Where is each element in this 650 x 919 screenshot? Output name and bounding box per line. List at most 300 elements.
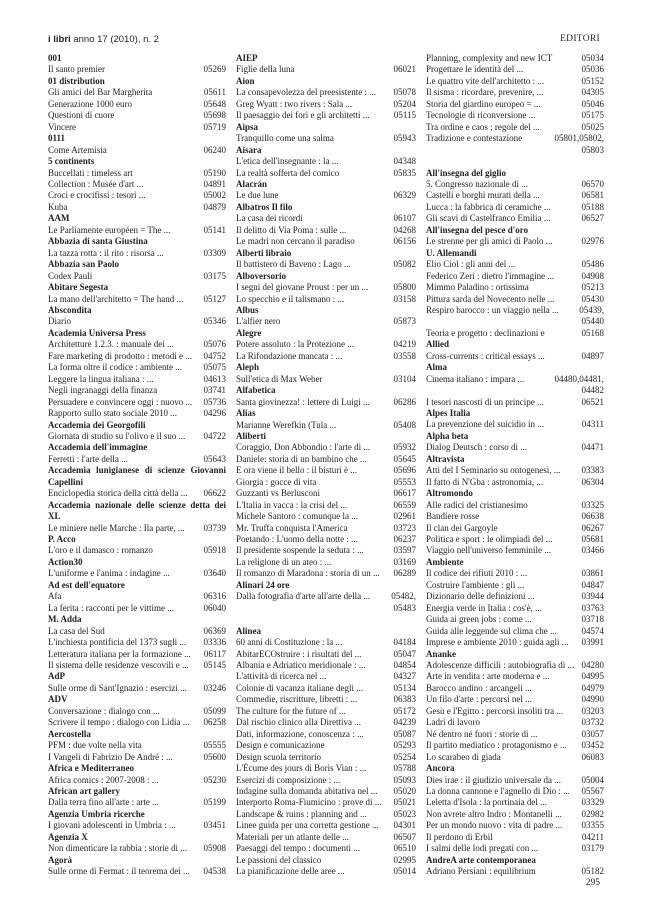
entry-number: 04311 [581, 419, 604, 430]
entry-title: Il clan dei Gargoyle [426, 522, 498, 533]
entry-number: 05020 [393, 785, 416, 796]
publisher-heading: Accademia nazionale delle scienze detta dei XL [48, 499, 226, 522]
entry-number: 03741 [203, 385, 226, 396]
index-entry [48, 820, 226, 831]
entry-title: Sulle orme di Sant'Ignazio : esercizi ... [48, 682, 187, 693]
entry-number-continued: 05440 [581, 316, 604, 327]
publisher-heading: Ancora [426, 763, 455, 774]
entry-number: 05788 [393, 763, 416, 774]
entry-number: 06083 [581, 751, 604, 762]
index-entry [426, 694, 604, 705]
index-entry [48, 797, 226, 808]
entry-number: 04280 [581, 660, 604, 670]
entry-number: 06510 [393, 843, 416, 854]
entry-title: Il presidente sospende la seduta : ... [236, 545, 364, 556]
publisher-heading: Alinea [236, 625, 262, 636]
entry-number: 03383 [581, 465, 604, 476]
publisher-heading: Agorà [48, 854, 72, 865]
entry-title: L'uniforme e l'anima : indagine ... [48, 568, 170, 579]
entry-title: Esercizi di composizione : ... [236, 774, 341, 785]
entry-number: 06240 [203, 144, 226, 155]
entry-title: Atti del I Seminario su ontogenesi, ... [426, 465, 561, 476]
entry-number: 05600 [203, 751, 226, 762]
entry-title: Fare marketing di prodotto : metodi e ... [48, 350, 192, 361]
index-entry [426, 660, 604, 671]
index-entry [236, 740, 416, 751]
entry-number: 04574 [581, 625, 604, 636]
index-entry [426, 637, 604, 648]
entry-title: La forma oltre il codice : ambiente ... [48, 362, 182, 373]
entry-title: Materiali per un atlante delle ... [236, 831, 349, 842]
entry-title: La casa del Sud [48, 625, 105, 636]
entry-number: 05645 [393, 453, 416, 464]
entry-number: 06237 [393, 534, 416, 545]
index-entry [236, 568, 416, 579]
entry-title: L'etica dell'insegnante : la ... [236, 156, 339, 167]
index-entry [236, 729, 416, 740]
entry-title: Cinema italiano : impara ... [426, 373, 525, 384]
entry-number: 04239 [393, 717, 416, 728]
entry-number: 03104 [393, 373, 416, 384]
index-entry [426, 832, 604, 843]
entry-number: 06369 [203, 625, 226, 636]
entry-title: Poetando : L'uomo della notte : ... [236, 534, 358, 545]
entry-number: 04979 [581, 682, 604, 693]
entry-title: Dialog Deutsch : corso di ... [426, 442, 527, 453]
entry-title: Landscape & ruins : planning and ... [236, 808, 367, 819]
entry-title: Conversazione : dialogo con ... [48, 705, 160, 716]
entry-number: 06383 [393, 694, 416, 705]
publisher-heading: Albatros Il filo [236, 201, 293, 212]
entry-title: Politica e sport : le olimpiadi del ... [426, 534, 553, 545]
index-entry [48, 339, 226, 350]
index-entry [48, 122, 226, 133]
publisher-heading: Abscondita [48, 304, 92, 315]
entry-number-continued: 04482 [581, 385, 604, 396]
entry-title: Non dimenticare la rabbia : storie di ... [48, 843, 187, 854]
entry-title: Giornata di studio su l'olivo e il suo ... [48, 430, 186, 441]
entry-number: 05034 [581, 53, 604, 63]
entry-number: 06617 [393, 488, 416, 499]
entry-number: 05047 [393, 648, 416, 659]
index-entry [426, 294, 604, 305]
index-entry [426, 53, 604, 64]
index-entry [426, 190, 604, 201]
entry-title: Figlie della luna [236, 64, 295, 75]
publisher-heading: Abbazia san Paolo [48, 259, 120, 270]
entry-title: Tra ordine e caos ; regole del ... [426, 121, 540, 132]
publisher-heading: AAM [48, 213, 70, 224]
entry-number: 05087 [393, 728, 416, 739]
entry-number: 04990 [581, 694, 604, 705]
index-entry [426, 419, 604, 430]
entry-title: Vincere [48, 121, 76, 132]
index-entry [236, 488, 416, 499]
index-entry [236, 866, 416, 877]
entry-title: Coraggio, Don Abbondio : l'arte di ... [236, 442, 371, 453]
entry-title: Croci e crocifissi : tesori ... [48, 190, 146, 201]
entry-title: Dati, informazione, conoscenza : ... [236, 728, 364, 739]
index-entry [236, 282, 416, 293]
entry-number: 05002 [203, 190, 226, 201]
entry-number: 05800 [393, 282, 416, 293]
entry-number: 06527 [581, 213, 604, 224]
publisher-heading: Aisara [236, 144, 262, 155]
index-entry [236, 294, 416, 305]
entry-number: 05188 [581, 201, 604, 212]
index-entry [236, 500, 416, 511]
entry-number: 06570 [581, 178, 604, 189]
entry-number: 05430 [581, 293, 604, 304]
entry-number: 03451 [203, 820, 226, 831]
index-entry [236, 660, 416, 671]
index-entry [48, 591, 226, 602]
entry-number: 04184 [393, 637, 416, 648]
entry-number: 06021 [393, 64, 416, 75]
entry-number: 05611 [203, 87, 226, 98]
entry-number: 06258 [203, 717, 226, 728]
entry-number: 05093 [393, 774, 416, 785]
index-entry [426, 465, 604, 476]
entry-title: Un filo d'arte : percorsi nel ... [426, 694, 532, 705]
index-entry [48, 431, 226, 442]
index-entry [426, 133, 604, 144]
publisher-heading: Agenzia X [48, 831, 88, 842]
publisher-heading: Accademia dei Georgofili [48, 419, 146, 430]
index-entry [426, 683, 604, 694]
index-entry [236, 477, 416, 488]
entry-number: 04219 [393, 339, 416, 350]
entry-number: 05908 [203, 843, 226, 854]
entry-number: 06581 [581, 190, 604, 201]
entry-title: Adriano Persiani : equilibrium [426, 866, 536, 877]
entry-number: 04879 [203, 201, 226, 212]
publisher-heading: Abbazia di santa Giustina [48, 236, 148, 247]
entry-number: 05555 [203, 740, 226, 751]
entry-title: Sull'etica di Max Weber [236, 373, 323, 384]
index-entry [236, 694, 416, 705]
entry-title: Il romanzo di Maradona : storia di un ... [236, 568, 380, 579]
entry-title: La consapevolezza del preesistente : ... [236, 87, 376, 98]
index-entry [48, 362, 226, 373]
entry-title: Lucca : la fabbrica di ceramiche ... [426, 201, 551, 212]
entry-title: Teoria e progetto : declinazioni e [426, 327, 545, 338]
entry-number: 04854 [393, 660, 416, 670]
entry-title: L'attività di ricerca nel ... [236, 671, 327, 682]
index-entry [236, 797, 416, 808]
index-entry [426, 591, 604, 602]
entry-number: 05943 [393, 133, 416, 144]
entry-title: Respiro barocco : un viaggio nella ... [426, 304, 559, 315]
index-entry [48, 225, 226, 236]
publisher-heading: Aipsa [236, 121, 259, 132]
entry-number: 05918 [203, 545, 226, 556]
publisher-heading: Alegre [236, 327, 262, 338]
index-entry [236, 775, 416, 786]
entry-title: Per un mondo nuovo : vita di padre ... [426, 820, 563, 831]
entry-title: La religione di un ateo : ... [236, 556, 332, 567]
index-entry [48, 637, 226, 648]
entry-number: 05141 [203, 224, 226, 235]
entry-number: 05023 [393, 808, 416, 819]
entry-title: Gli scavi di Castelfranco Emilia ... [426, 213, 551, 224]
entry-title: Il codice dei rifiuti 2010 : ... [426, 568, 528, 579]
entry-number: 05254 [393, 751, 416, 762]
entry-title: Enciclopedia storica della città della ... [48, 488, 188, 499]
entry-title: Michele Santoro : comunque la ... [236, 511, 358, 522]
entry-number: 05036 [581, 64, 604, 75]
entry-title: Generazione 1000 euro [48, 98, 132, 109]
entry-title: The culture for the future of ... [236, 705, 346, 716]
entry-title: Collection : Musée d'art ... [48, 178, 144, 189]
index-entry [426, 843, 604, 854]
entry-title: Il sisma : ricordare, prevenire, ... [426, 87, 544, 98]
publisher-heading: Altromondo [426, 488, 473, 499]
index-column-3 [426, 53, 604, 878]
entry-number: 03175 [203, 270, 226, 281]
publisher-heading: Ananke [426, 648, 457, 659]
entry-title: Mimmo Paladino : ortissima [426, 282, 529, 293]
publisher-heading: AIEP [236, 53, 258, 63]
entry-number: 05719 [203, 121, 226, 132]
entry-number: 05168 [581, 327, 604, 338]
entry-number: 06329 [393, 190, 416, 201]
entry-title: Ladri di lavoro [426, 717, 480, 728]
entry-title: Santa giovinezza! : lettere di Luigi ... [236, 396, 370, 407]
entry-title: Le passioni del classico [236, 854, 322, 865]
entry-title: Mr. Truffa conquista l'America [236, 522, 348, 533]
publisher-heading: Alfabetica [236, 385, 276, 396]
entry-number: 06638 [581, 511, 604, 522]
entry-number: 03158 [393, 293, 416, 304]
index-entry [236, 649, 416, 660]
entry-number: 06107 [393, 213, 416, 224]
index-entry [48, 248, 226, 259]
publisher-heading: M. Adda [48, 614, 82, 625]
index-entry [236, 843, 416, 854]
index-entry [48, 523, 226, 534]
publisher-heading: Alinari 24 ore [236, 579, 290, 590]
index-entry [426, 820, 604, 831]
publisher-heading: Aion [236, 75, 255, 86]
index-entry [426, 568, 604, 579]
entry-title: Tecnologie di riconversione ... [426, 110, 536, 121]
index-entry [426, 477, 604, 488]
entry-number-continued: 05483 [393, 602, 416, 613]
entry-title: Tradizione e contestazione [426, 133, 523, 144]
entry-number: 03466 [581, 545, 604, 556]
entry-number: 04995 [581, 671, 604, 682]
entry-number: 06304 [581, 476, 604, 487]
entry-title: Kuba [48, 201, 68, 212]
entry-title: Questioni di cuore [48, 110, 115, 121]
entry-number: 04847 [581, 579, 604, 590]
entry-title: I segni del giovane Proust : per un ... [236, 282, 369, 293]
entry-number: 05204 [393, 98, 416, 109]
entry-number: 05046 [581, 98, 604, 109]
entry-title: Barocco andino : arcangeli ... [426, 682, 532, 693]
entry-title: Guida ai green jobs : come ... [426, 614, 532, 625]
index-entry [236, 832, 416, 843]
entry-title: Potere assoluto : la Protezione ... [236, 339, 354, 350]
entry-number: 03355 [581, 820, 604, 831]
index-entry [426, 122, 604, 133]
publisher-heading: Aleph [236, 362, 260, 373]
index-entry [236, 763, 416, 774]
entry-title: Lo scarabeo di giada [426, 751, 501, 762]
journal-title: i libri [48, 34, 71, 45]
index-entry [48, 145, 226, 156]
entry-number: 05021 [393, 797, 416, 808]
publisher-heading: Accademia dell'immagine [48, 442, 148, 453]
entry-title: Viaggio nell'universo femminile ... [426, 545, 552, 556]
entry-title: Gli amici del Bar Margherita [48, 87, 153, 98]
index-entry [48, 706, 226, 717]
entry-title: Dalla fotografia d'arte all'arte della ... [236, 591, 371, 602]
entry-title: Non avrete altro Indro : Montanelli ... [426, 808, 562, 819]
entry-number: 05439, [579, 304, 604, 315]
publisher-heading: Alpha beta [426, 430, 469, 441]
index-column-1 [48, 53, 226, 878]
index-entry [236, 99, 416, 110]
index-entry [426, 511, 604, 522]
publisher-heading: Alboversorio [236, 270, 286, 281]
entry-title: La realtà sofferta del comico [236, 167, 340, 178]
entry-title: Gesù e l'Egitto : percorsi insoliti tra ... [426, 705, 564, 716]
publisher-heading: Albus [236, 304, 259, 315]
index-entry [426, 786, 604, 797]
index-entry [426, 626, 604, 637]
entry-title: Castelli e borghi murati della ... [426, 190, 540, 201]
index-entry [236, 397, 416, 408]
entry-number: 05115 [393, 110, 416, 121]
index-entry [236, 351, 416, 362]
entry-title: Le madri non cercano il paradiso [236, 236, 355, 247]
entry-number: 03057 [581, 728, 604, 739]
entry-title: Le miniere nelle Marche : Ila parte, ... [48, 522, 185, 533]
entry-title: Leletta d'Isola : la portinaia del ... [426, 797, 547, 808]
entry-number: 05408 [393, 419, 416, 430]
index-entry [48, 271, 226, 282]
entry-number: 03640 [203, 568, 226, 579]
index-entry [236, 706, 416, 717]
index-entry [426, 523, 604, 534]
entry-number: 05199 [203, 797, 226, 808]
entry-title: Architetture 1.2.3. : manuale dei ... [48, 339, 174, 350]
index-entry [236, 420, 416, 431]
entry-title: Le strenne per gli amici di Paolo ... [426, 236, 553, 247]
index-entry [48, 717, 226, 728]
entry-number: 06286 [393, 396, 416, 407]
entry-title: 60 anni di Costituzione : la ... [236, 637, 343, 648]
entry-title: Dalla terra fino all'arte : arte ... [48, 797, 159, 808]
entry-title: I Vangeli di Fabrizio De André : ... [48, 751, 173, 762]
entry-number: 05075 [203, 362, 226, 373]
entry-title: Negli ingranaggi della finanza [48, 385, 158, 396]
index-entry [236, 683, 416, 694]
entry-number: 04613 [203, 373, 226, 384]
index-entry [426, 671, 604, 682]
index-entry [48, 87, 226, 98]
index-entry [426, 236, 604, 247]
publisher-heading: 01 distribution [48, 75, 105, 86]
entry-title: La ferita : racconti per le vittime ... [48, 602, 174, 613]
entry-title: Design e comunicazione [236, 740, 325, 751]
entry-number: 03991 [581, 637, 604, 648]
publisher-heading: Academia Universa Press [48, 327, 146, 338]
index-entry [48, 603, 226, 614]
entry-title: Dizionario delle definizioni ... [426, 591, 535, 602]
entry-title: Come Artemisia [48, 144, 107, 155]
entry-title: Progettare le identità del ... [426, 64, 524, 75]
entry-title: Linee guida per una corretta gestione ... [236, 820, 379, 831]
index-entry [236, 213, 416, 224]
entry-number: 03597 [393, 545, 416, 556]
entry-number: 04908 [581, 270, 604, 281]
index-entry [426, 534, 604, 545]
entry-number: 04301 [393, 820, 416, 831]
entry-number: 05082 [393, 259, 416, 270]
index-entry [48, 202, 226, 213]
index-entry [236, 511, 416, 522]
entry-number: 03763 [581, 602, 604, 613]
entry-number: 03336 [203, 637, 226, 648]
entry-title: Il sistema delle residenze vescovili e ... [48, 660, 189, 671]
entry-number: 05873 [393, 316, 416, 327]
publisher-heading: AndreA arte contemporanea [426, 854, 536, 865]
publisher-heading: 5 continents [48, 156, 95, 167]
index-entry [426, 717, 604, 728]
entry-number: 05486 [581, 259, 604, 270]
index-entry [426, 351, 604, 362]
index-entry [236, 168, 416, 179]
publisher-heading: Aliberti [236, 430, 266, 441]
publisher-heading: Africa e Mediterraneo [48, 763, 134, 774]
entry-title: Diario [48, 316, 71, 327]
index-entry [236, 752, 416, 763]
index-entry [236, 545, 416, 556]
index-entry [48, 843, 226, 854]
entry-title: Africa comics : 2007-2008 : ... [48, 774, 159, 785]
section-title: EDITORI [560, 34, 600, 44]
entry-number: 05230 [203, 774, 226, 785]
entry-title: Federico Zeri : dietro l'immagine ... [426, 270, 555, 281]
entry-title: La tazza rotta : il rito : risorsa ... [48, 247, 164, 258]
index-entry [48, 397, 226, 408]
entry-title: 5. Congresso nazionale di ... [426, 178, 528, 189]
entry-number: 02995 [393, 854, 416, 865]
entry-title: Né dentro né fuori : storie di ... [426, 728, 538, 739]
entry-number: 05134 [393, 682, 416, 693]
entry-number: 03718 [581, 614, 604, 625]
index-entry [236, 190, 416, 201]
index-entry [426, 282, 604, 293]
index-entry [236, 374, 416, 385]
index-entry [426, 603, 604, 614]
entry-number: 06117 [203, 648, 226, 659]
entry-number: 02976 [581, 236, 604, 247]
entry-title: Le due lune [236, 190, 279, 201]
entry-title: E ora viene il bello : il bisturi è ... [236, 465, 357, 476]
entry-number: 05696 [393, 465, 416, 476]
publisher-heading: Accademia lunigianese di scienze Giovanni Capellini [48, 465, 226, 487]
publisher-heading: Ad est dell'equatore [48, 579, 125, 590]
index-entry [48, 649, 226, 660]
index-entry [426, 76, 604, 87]
entry-number: 03309 [203, 247, 226, 258]
entry-number: 05152 [581, 75, 604, 86]
entry-title: Giorgia : gocce di vita [236, 476, 317, 487]
